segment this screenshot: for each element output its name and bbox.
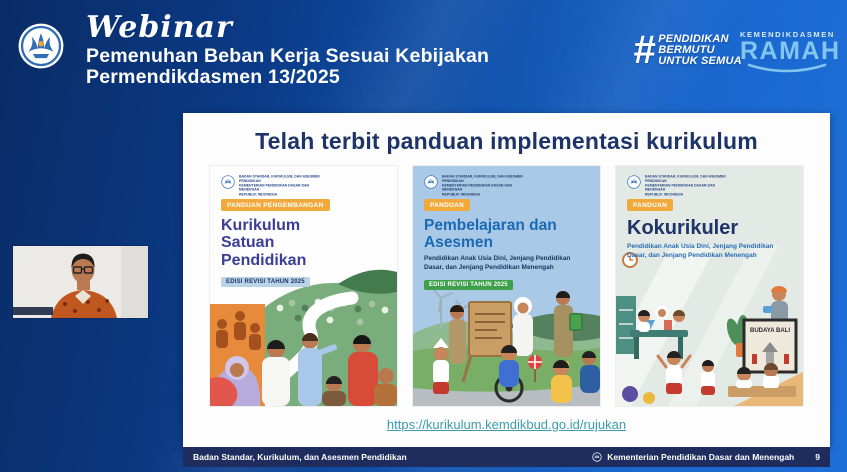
tut-wuri-handayani-logo-icon (627, 175, 641, 189)
ramah-wordmark: RAMAH (740, 37, 841, 65)
tut-wuri-handayani-logo-icon (424, 175, 438, 189)
book-cover-kokurikuler (616, 166, 803, 406)
cover-badge: PANDUAN (424, 199, 470, 211)
reference-link-row (183, 416, 830, 434)
page-number: 9 (815, 452, 820, 462)
agency-text: BADAN STANDAR, KURIKULUM, DAN ASESMEN PENDIDIKAN KEMENTERIAN PENDIDIKAN DASAR DAN MENENGAH REPUBLIK INDONESIA (442, 175, 523, 197)
book-cover-kurikulum-satuan-pendidikan (210, 166, 397, 406)
slide-footer-bar (183, 447, 830, 467)
tut-wuri-handayani-logo-icon (18, 23, 64, 69)
book-cover-pembelajaran-dan-asesmen (413, 166, 600, 406)
cover-badge: PANDUAN PENGEMBANGAN (221, 199, 330, 211)
webinar-title-line1: Pemenuhan Beban Kerja Sesuai Kebijakan (86, 45, 490, 67)
edition-badge: EDISI REVISI TAHUN 2025 (221, 277, 310, 287)
footer-left-text: Badan Standar, Kurikulum, dan Asesmen Pendidikan (193, 452, 407, 462)
hashtag-line1: PENDIDIKAN (658, 32, 729, 45)
book-covers-row (210, 166, 803, 406)
hashtag-line3: UNTUK SEMUA (658, 54, 742, 67)
kemendikdasmen-ramah-logo (740, 30, 841, 75)
cover-title: Kurikulum Satuan Pendidikan (221, 216, 307, 270)
tut-wuri-handayani-logo-icon (221, 175, 235, 189)
webinar-script-label: Webinar (86, 10, 233, 45)
reference-link[interactable]: https://kurikulum.kemdikbud.go.id/rujukan (386, 417, 627, 432)
edition-badge: EDISI REVISI TAHUN 2025 (424, 280, 513, 290)
cover-title: Kokurikuler (627, 216, 739, 239)
cover-subtitle: Pendidikan Anak Usia Dini, Jenjang Pendidikan Dasar, dan Jenjang Pendidikan Menengah (627, 242, 774, 259)
agency-text: BADAN STANDAR, KURIKULUM, DAN ASESMEN PENDIDIKAN KEMENTERIAN PENDIDIKAN DASAR DAN MENENGAH REPUBLIK INDONESIA (239, 175, 320, 197)
cover-badge: PANDUAN (627, 199, 673, 211)
hash-icon: # (633, 28, 656, 72)
slide-title: Telah terbit panduan implementasi kurikulum (255, 128, 758, 154)
speaker-video-tile[interactable] (13, 246, 148, 318)
ramah-ministry-label: KEMENDIKDASMEN (740, 30, 835, 39)
footer-right-text: Kementerian Pendidikan Dasar dan Menengah (607, 452, 795, 462)
cover-title: Pembelajaran dan Asesmen (424, 216, 557, 251)
hashtag-text (658, 33, 741, 67)
presentation-slide (183, 113, 830, 447)
webinar-title-line2: Permendikdasmen 13/2025 (86, 66, 340, 88)
agency-text: BADAN STANDAR, KURIKULUM, DAN ASESMEN PENDIDIKAN KEMENTERIAN PENDIDIKAN DASAR DAN MENENGAH REPUBLIK INDONESIA (645, 175, 726, 197)
cover-illustration (616, 246, 803, 406)
cover-subtitle: Pendidikan Anak Usia Dini, Jenjang Pendidikan Dasar, dan Jenjang Pendidikan Menengah (424, 255, 571, 271)
poster-title: BUDAYA BALI (749, 328, 791, 334)
ministry-logo-icon (592, 452, 602, 462)
participant-name-label (13, 307, 53, 315)
hashtag-line2: BERMUTU (658, 43, 715, 56)
webinar-header (86, 10, 489, 88)
pendidikan-bermutu-logo (633, 28, 742, 72)
